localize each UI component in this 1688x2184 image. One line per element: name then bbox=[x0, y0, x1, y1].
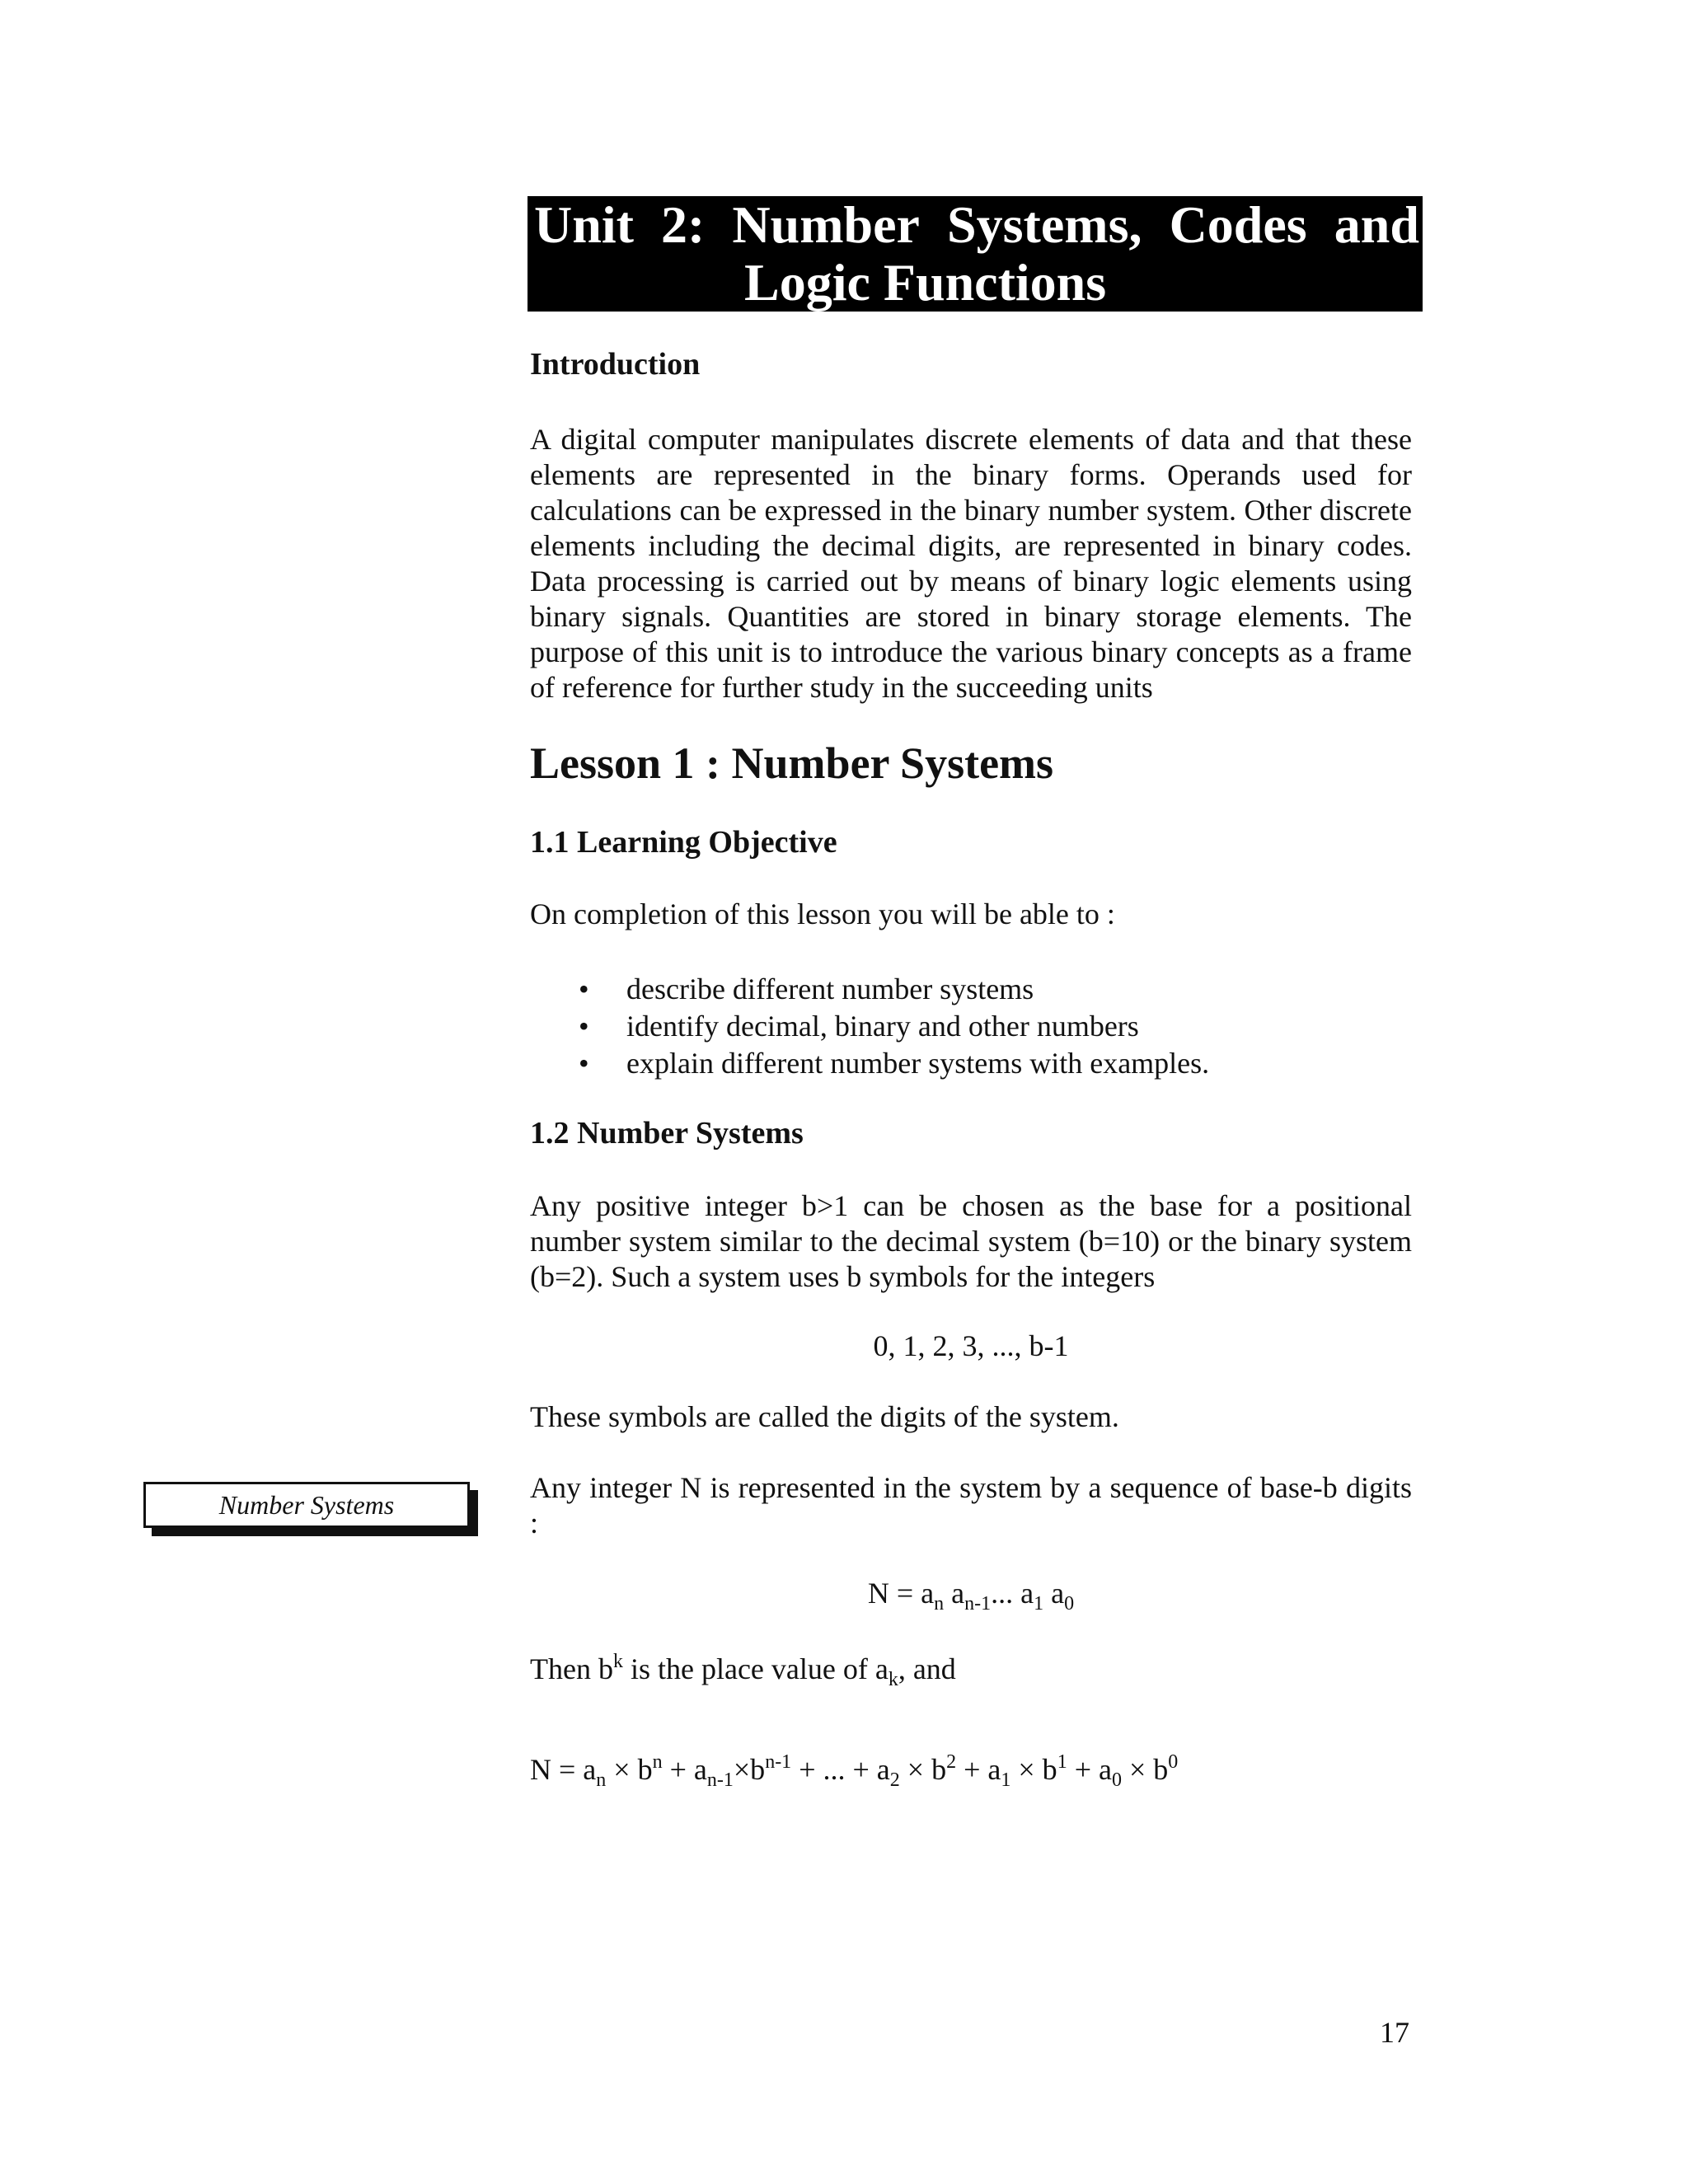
title-word: Systems, bbox=[947, 195, 1142, 254]
positional-expansion-formula: $N = a_n \times b^n + a_{n-1}\times b^{n-1}$ + ... + $a_2 \times b^2 + a_1 \times b^1 + a_0 \times b^0$ bbox=[530, 1751, 1179, 1791]
unit-number: 2: bbox=[661, 195, 706, 254]
place-value-text: Then $b^k$ is the place value of $a_k$, and bbox=[530, 1651, 956, 1690]
introduction-paragraph: A digital computer manipulates discrete elements of data and that these elements are represented in the binary forms. Operands used for calculations can be expressed in the binary number system. Other discrete elements including the decimal digits, are represented in binary codes. Data processing is carried out by means of binary logic elements using binary signals. Quantities are stored in binary storage elements. The purpose of this unit is to introduce the various binary concepts as a frame of reference for further study in the succeeding units bbox=[530, 423, 1412, 704]
introduction-heading: Introduction bbox=[530, 347, 701, 382]
objectives-list bbox=[577, 971, 1209, 1082]
bullet-icon: • bbox=[579, 1010, 589, 1043]
integer-representation-text: Any integer N is represented in the system by a sequence of base-b digits : bbox=[530, 1471, 1412, 1540]
bullet-icon: • bbox=[579, 1047, 589, 1080]
number-systems-paragraph: Any positive integer b>1 can be chosen as the base for a positional number system similar to the decimal system (b=10) or the binary system (b=2). Such a system uses b symbols for the integers bbox=[530, 1189, 1412, 1293]
digit-sequence-formula: $N = a_n$ $a_{n-1}$... $a_1$ $a_0$ bbox=[867, 1577, 1075, 1615]
title-word: Number bbox=[732, 195, 920, 254]
digits-sequence: 0, 1, 2, 3, ..., b-1 bbox=[873, 1329, 1069, 1362]
page-number: 17 bbox=[1380, 2016, 1409, 2049]
number-systems-heading: 1.2 Number Systems bbox=[530, 1116, 804, 1151]
lesson-title: Lesson 1 : Number Systems bbox=[530, 738, 1054, 788]
unit-title-banner bbox=[528, 196, 1423, 312]
list-item: • explain different number systems with examples. bbox=[577, 1045, 1209, 1082]
objective-intro: On completion of this lesson you will be able to : bbox=[530, 898, 1115, 930]
unit-label: Unit bbox=[534, 195, 634, 254]
list-item: • describe different number systems bbox=[577, 971, 1209, 1008]
title-word: Codes bbox=[1169, 195, 1307, 254]
bullet-icon: • bbox=[579, 972, 589, 1005]
digits-note: These symbols are called the digits of the system. bbox=[530, 1400, 1119, 1433]
learning-objective-heading: 1.1 Learning Objective bbox=[530, 825, 837, 860]
margin-note-box: Number Systems bbox=[143, 1482, 470, 1528]
unit-title-line2: Logic Functions bbox=[744, 253, 1107, 312]
list-item: • identify decimal, binary and other numbers bbox=[577, 1008, 1209, 1045]
title-word: and bbox=[1334, 195, 1419, 254]
